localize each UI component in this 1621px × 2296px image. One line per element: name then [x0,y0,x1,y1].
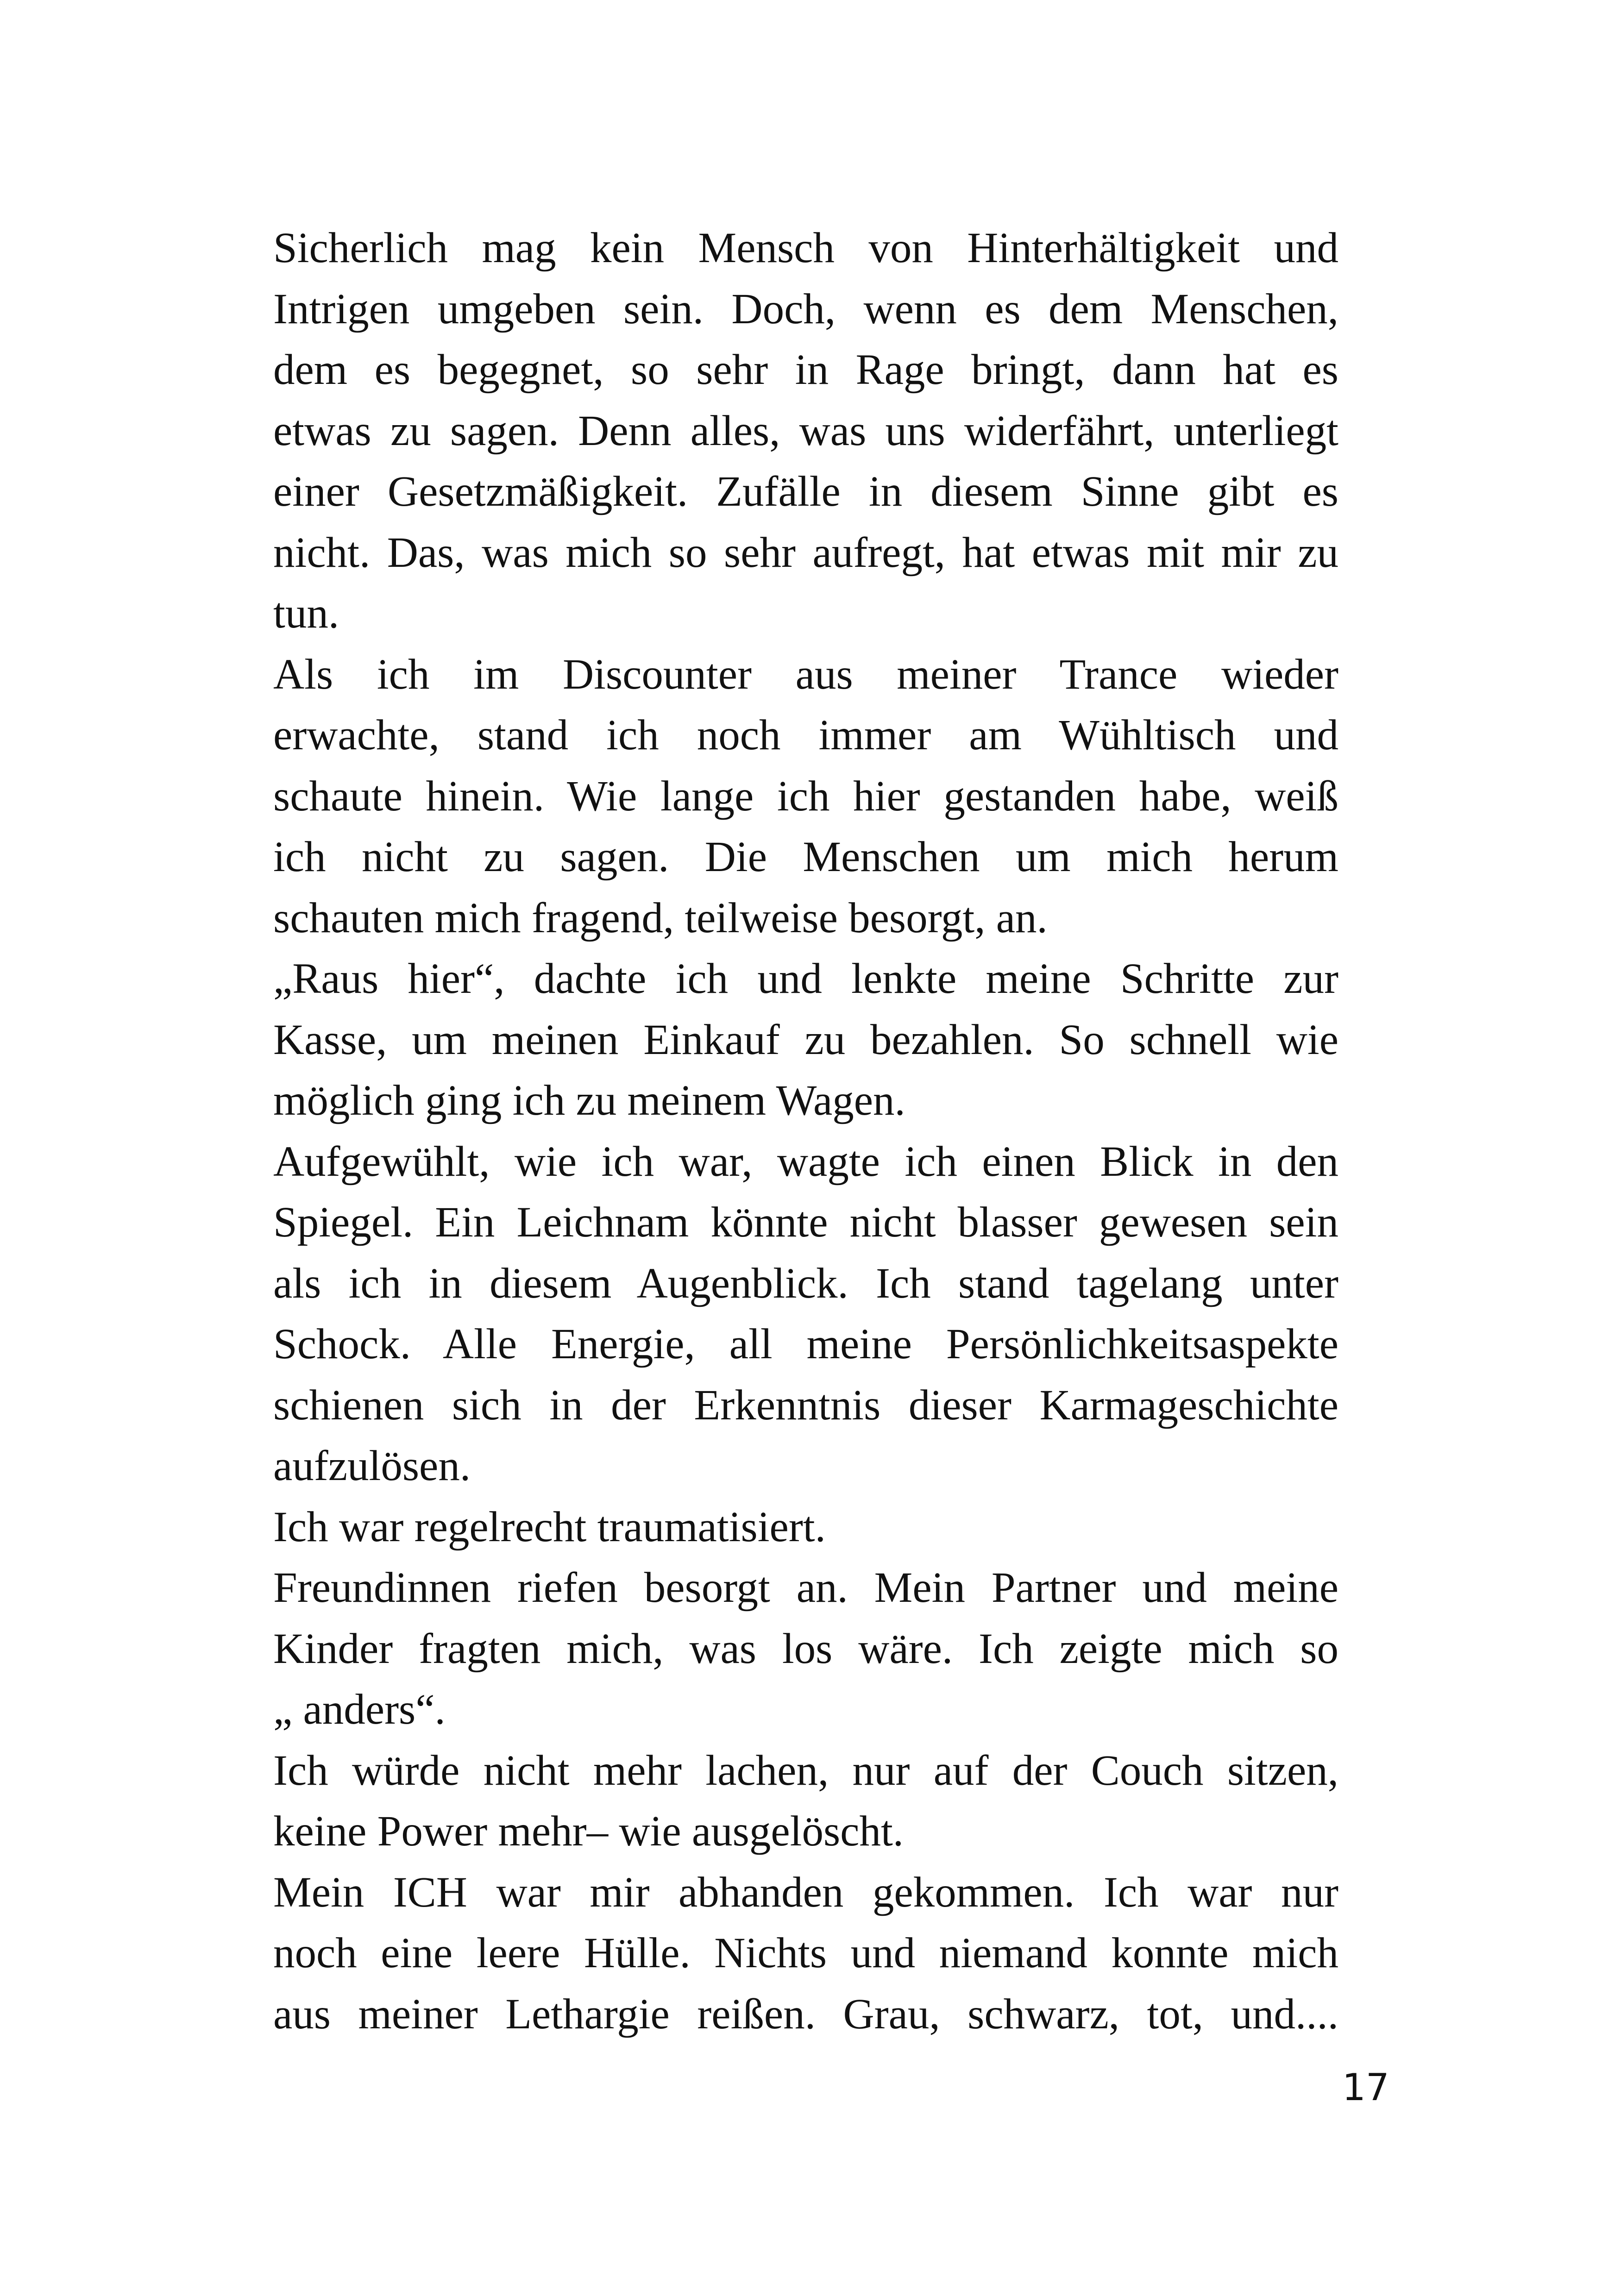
text-line: Ich würde nicht mehr lachen, nur auf der Couch sitzen, [273,1746,1338,1794]
text-line: schauten mich fragend, teilweise besorgt, an. [273,894,1048,942]
text-line: noch eine leere Hülle. Nichts und niemand konnte mich [273,1929,1338,1977]
text-line: möglich ging ich zu meinem Wagen. [273,1077,905,1124]
text-line: keine Power mehr– wie ausgelöscht. [273,1807,904,1855]
text-line: erwachte, stand ich noch immer am Wühltisch und [273,711,1338,759]
text-line: „Raus hier“, dachte ich und lenkte meine Schritte zur [273,955,1338,1003]
text-line: Sicherlich mag kein Mensch von Hinterhältigkeit und [273,224,1338,272]
text-line: nicht. Das, was mich so sehr aufregt, hat etwas mit mir zu [273,528,1338,577]
text-line: Schock. Alle Energie, all meine Persönlichkeitsaspekte [273,1320,1338,1368]
text-line: Kasse, um meinen Einkauf zu bezahlen. So schnell wie [273,1016,1338,1064]
text-line: aufzulösen. [273,1442,471,1490]
text-line: Spiegel. Ein Leichnam könnte nicht blasser gewesen sein [273,1198,1338,1246]
text-line: Ich war regelrecht traumatisiert. [273,1503,826,1551]
text-line: Intrigen umgeben sein. Doch, wenn es dem Menschen, [273,285,1338,333]
text-line: tun. [273,590,339,637]
text-line: ich nicht zu sagen. Die Menschen um mich herum [273,833,1338,881]
text-line: Mein ICH war mir abhanden gekommen. Ich war nur [273,1868,1338,1916]
text-line: als ich in diesem Augenblick. Ich stand tagelang unter [273,1259,1338,1307]
text-line: aus meiner Lethargie reißen. Grau, schwarz, tot, und.... [273,1990,1338,2038]
body-text [273,218,1338,2045]
text-line: einer Gesetzmäßigkeit. Zufälle in diesem Sinne gibt es [273,468,1338,515]
text-line: Als ich im Discounter aus meiner Trance wieder [273,650,1338,698]
text-line: Kinder fragten mich, was los wäre. Ich zeigte mich so [273,1625,1338,1673]
text-line: dem es begegnet, so sehr in Rage bringt, dann hat es [273,346,1338,394]
text-line: etwas zu sagen. Denn alles, was uns widerfährt, unterliegt [273,407,1338,455]
text-line: „ anders“. [273,1686,446,1733]
text-line: Freundinnen riefen besorgt an. Mein Partner und meine [273,1564,1338,1612]
text-line: Aufgewühlt, wie ich war, wagte ich einen Blick in den [273,1137,1338,1186]
text-line: schaute hinein. Wie lange ich hier gestanden habe, weiß [273,772,1338,820]
text-line: schienen sich in der Erkenntnis dieser Karmageschichte [273,1381,1338,1429]
page-number: 17 [1342,2066,1389,2109]
